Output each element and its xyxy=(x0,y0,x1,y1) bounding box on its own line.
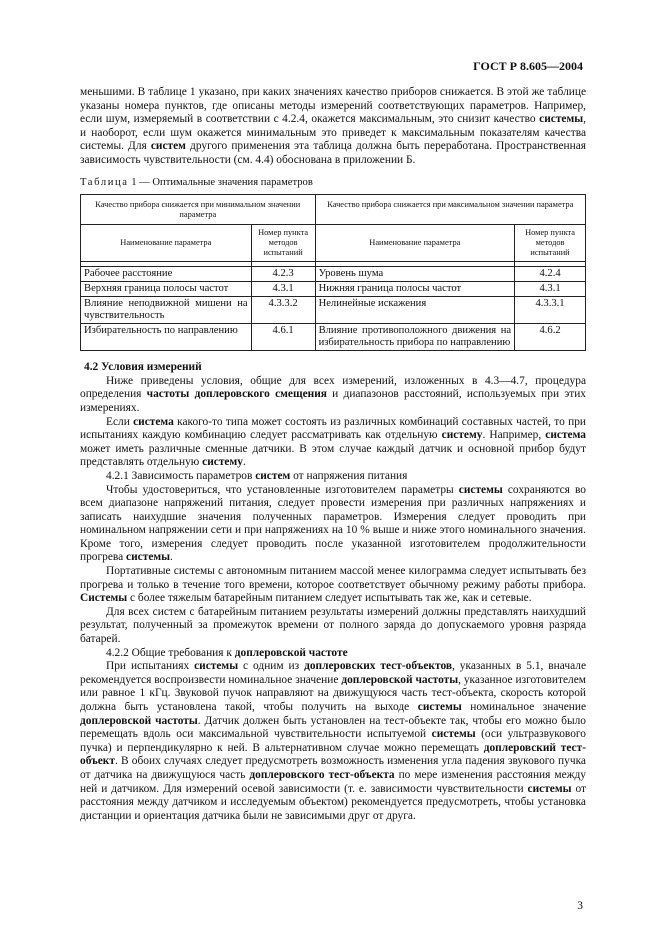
param-name-cell: Нелинейные искажения xyxy=(315,297,515,324)
subsection-heading-4-2-2: 4.2.2 Общие требования к доплеровской частоте xyxy=(106,646,348,659)
group-header-max: Качество прибора снижается при максимальном значении параметра xyxy=(315,195,585,225)
table-row xyxy=(81,324,586,351)
param-name-cell: Уровень шума xyxy=(315,267,515,282)
column-header-name: Наименование параметра xyxy=(81,225,252,262)
section-heading-4-2: 4.2 Условия измерений xyxy=(84,361,202,374)
column-header-name: Наименование параметра xyxy=(315,225,515,262)
param-name-cell: Влияние противоположного движения на избирательность прибора по направлению xyxy=(315,324,515,351)
parameters-table xyxy=(80,194,586,351)
param-name-cell: Рабочее расстояние xyxy=(81,267,252,282)
table-row xyxy=(81,282,586,297)
column-header-number: Номер пункта методов испытаний xyxy=(251,225,315,262)
column-header-number: Номер пункта методов испытаний xyxy=(515,225,586,262)
standard-code-header: ГОСТ Р 8.605—2004 xyxy=(473,59,583,73)
paragraph: Для всех систем с батарейным питанием результаты измерений должны представлять наихудший результат, полученный за промежуток времени от полного заряда до допускаемого уровня разряда батарей. xyxy=(80,605,586,646)
method-number-cell: 4.6.1 xyxy=(251,324,315,351)
method-number-cell: 4.3.1 xyxy=(515,282,586,297)
param-name-cell: Верхняя граница полосы частот xyxy=(81,282,252,297)
paragraph: Если система какого-то типа может состоять из различных комбинаций составных частей, то при испытаниях каждую комбинацию следует рассматривать как отдельную систему. Например, система может иметь различные сменные датчики. В этом случае каждый датчик и основной прибор будут представлять отдельную систему. xyxy=(80,415,586,469)
paragraph: Ниже приведены условия, общие для всех измерений, изложенных в 4.3—4.7, процедура определения частоты доплеровского смещения и диапазонов расстояний, используемых при этих измерениях. xyxy=(80,374,586,414)
document-body xyxy=(80,86,586,823)
table-row xyxy=(81,267,586,282)
method-number-cell: 4.3.1 xyxy=(251,282,315,297)
paragraph: Портативные системы с автономным питанием массой менее килограмма следует испытывать без прогрева и только в течение того времени, которое соответствует обычному режиму работы прибора. Системы с более тяжелым батарейным питанием следует испытывать так же, как и сетевые. xyxy=(80,565,586,605)
table-row xyxy=(81,297,586,324)
method-number-cell: 4.2.4 xyxy=(515,267,586,282)
param-name-cell: Избирательность по направлению xyxy=(81,324,252,351)
param-name-cell: Нижняя граница полосы частот xyxy=(315,282,515,297)
table-caption: Таблица 1 — Оптимальные значения параметров xyxy=(80,176,313,188)
method-number-cell: 4.3.3.1 xyxy=(515,297,586,324)
paragraph: Чтобы удостовериться, что установленные изготовителем параметры системы сохраняются во всем диапазоне напряжений питания, следует провести измерения при различных напряжениях и записать наихудшие значения полученных параметров. Измерения следует проводить при номинальном напряжении сети и при напряжениях на 10 % выше и ниже этого номинального значения. Кроме того, измерения следует проводить после указанной изготовителем продолжительности прогрева системы. xyxy=(80,483,586,564)
paragraph: При испытаниях системы с одним из доплеровских тест-объектов, указанных в 5.1, вначале рекомендуется воспроизвести номинальное значение доплеровской частоты, указанное изготовителем или равное 1 кГц. Звуковой пучок направляют на движущуюся часть тест-объекта, скорость которой должна быть установлена такой, чтобы получить на выходе системы номинальное значение доплеровской частоты. Датчик должен быть установлен на тест-объекте так, чтобы его можно было перемещать вдоль оси максимальной чувствительности испытуемой системы (оси ультразвукового пучка) и перпендикулярно к ней. В альтернативном случае можно перемещать доплеровский тест-объект. В обоих случаях следует предусмотреть возможность изменения угла падения звукового пучка от датчика на движущуюся часть доплеровского тест-объекта по мере изменения расстояния между ней и датчиком. Для измерений осевой зависимости (т. е. зависимости чувствительности системы от расстояния между датчиком и исследуемым объектом) рекомендуется предусмотреть, чтобы установка дистанции и ориентация датчика были не зависимыми друг от друга. xyxy=(80,660,586,822)
intro-paragraph: меньшими. В таблице 1 указано, при каких значениях качество приборов снижается. В этой же таблице указаны номера пунктов, где описаны методы измерений соответствующих параметров. Например, если шум, измеряемый в соответствии с 4.2.4, окажется максимальным, это снизит качество системы, и наоборот, если шум окажется минимальным это приведет к максимальным показателям качества системы. Для систем другого применения эта таблица должна быть переработана. Пространственная зависимость чувствительности (см. 4.4) обоснована в приложении Б. xyxy=(80,86,586,166)
subsection-heading-4-2-1: 4.2.1 Зависимость параметров систем от напряжения питания xyxy=(106,469,408,482)
method-number-cell: 4.6.2 xyxy=(515,324,586,351)
method-number-cell: 4.2.3 xyxy=(251,267,315,282)
param-name-cell: Влияние неподвижной мишени на чувствительность xyxy=(81,297,252,324)
method-number-cell: 4.3.3.2 xyxy=(251,297,315,324)
page-number: 3 xyxy=(577,900,583,912)
group-header-min: Качество прибора снижается при минимальном значении параметра xyxy=(81,195,316,225)
